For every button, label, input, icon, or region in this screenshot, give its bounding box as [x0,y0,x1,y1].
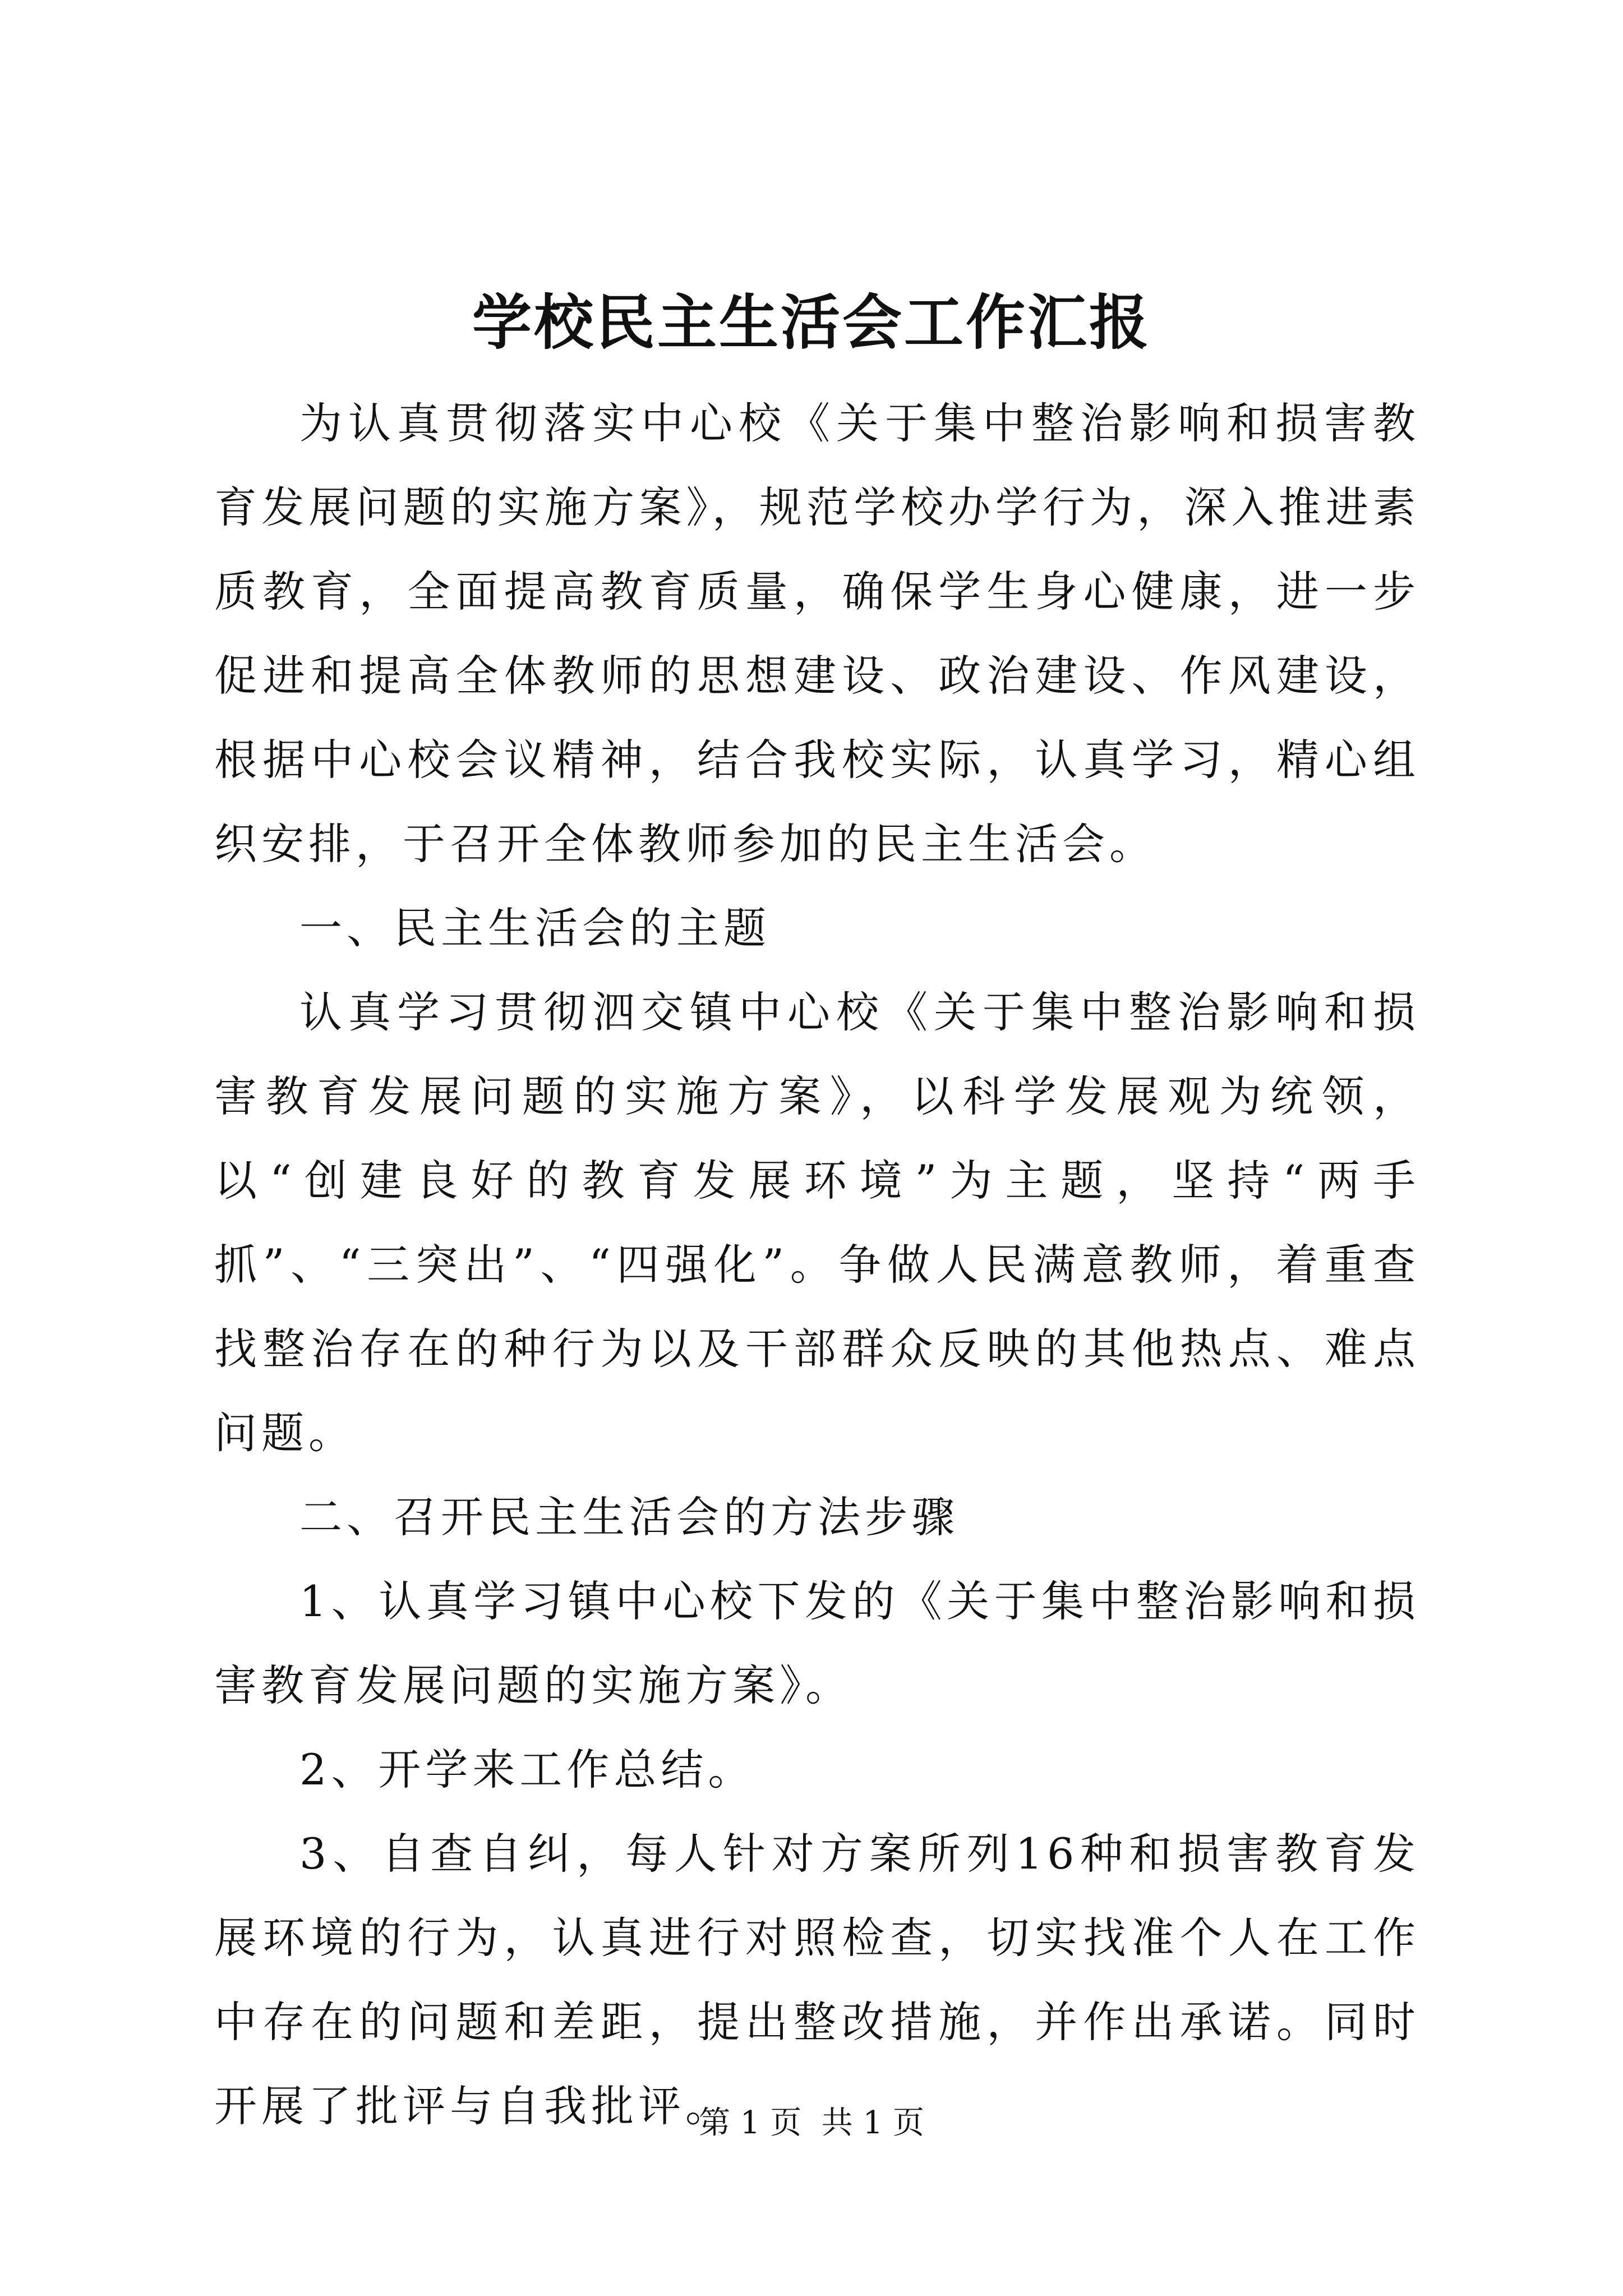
page-number-label: 第 1 页 共 1 页 [698,2105,925,2141]
document-body [214,381,1420,2148]
theme-paragraph: 认真学习贯彻泗交镇中心校《关于集中整治影响和损害教育发展问题的实施方案》，以科学发展观为统领，以“创建良好的教育发展环境”为主题，坚持“两手抓”、“三突出”、“四强化”。争做人民满意教师，着重查找整治存在的种行为以及干部群众反映的其他热点、难点问题。 [214,987,1420,1458]
section-heading-steps: 二、召开民主生活会的方法步骤 [299,1492,959,1542]
step-3-paragraph: 3、自查自纠，每人针对方案所列16种和损害教育发展环境的行为，认真进行对照检查，切实找准个人在工作中存在的问题和差距，提出整改措施，并作出承诺。同时开展了批评与自我批评。 [214,1829,1420,2131]
step-2-paragraph: 2、开学来工作总结。 [299,1745,755,1795]
document-title: 学校民主生活会工作汇报 [472,287,1151,357]
page-footer [0,2101,1623,2146]
step-1-paragraph: 1、认真学习镇中心校下发的《关于集中整治影响和损害教育发展问题的实施方案》。 [214,1576,1420,1710]
section-heading-theme: 一、民主生活会的主题 [299,903,771,953]
intro-paragraph: 为认真贯彻落实中心校《关于集中整治影响和损害教育发展问题的实施方案》，规范学校办学行为，深入推进素质教育，全面提高教育质量，确保学生身心健康，进一步促进和提高全体教师的思想建设、政治建设、作风建设，根据中心校会议精神，结合我校实际，认真学习，精心组织安排，于召开全体教师参加的民主生活会。 [214,398,1420,869]
